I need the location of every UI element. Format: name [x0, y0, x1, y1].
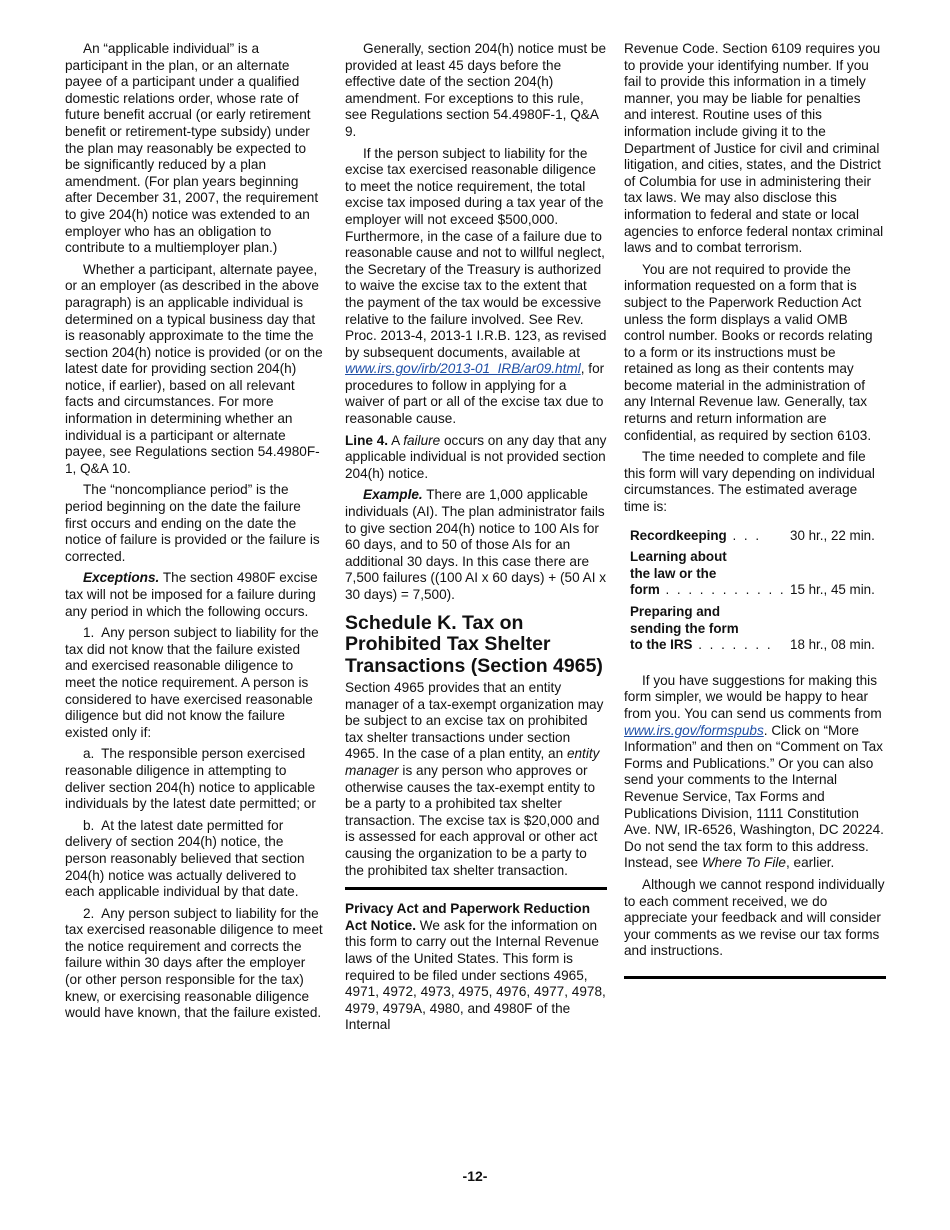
column-2: [345, 41, 607, 1039]
omb-paragraph: You are not required to provide the information requested on a form that is subject to the Paperwork Reduction Act unless the form displays a valid OMB control number. Books or records relating to a form or its instructions must be retained as long as their contents may become material in the administration of any Internal Revenue law. Generally, tax returns and return information are confidential, as required by section 6103.: [624, 261, 873, 443]
notice-timing-paragraph: Generally, section 204(h) notice must be provided at least 45 days before the effective date of the section 204(h) amendment. For exceptions to this rule, see Regulations section 54.4980F-1, Q&A 9.: [345, 41, 607, 139]
estimate-label-line: the law or the: [630, 565, 717, 581]
suggestions-pre: If you have suggestions for making this form simpler, we would be happy to hear from you. You can send us comments from: [624, 672, 882, 721]
estimate-label-line: Learning about: [630, 549, 727, 565]
formspubs-link[interactable]: www.irs.gov/formspubs: [624, 722, 764, 738]
example-label: Example.: [363, 487, 423, 503]
line-4-label: Line 4.: [345, 432, 389, 448]
where-to-file-ref: Where To File: [701, 855, 786, 871]
privacy-act-paragraph: [345, 901, 607, 1034]
estimate-value: 30 hr., 22 min.: [790, 527, 875, 543]
diligence-text-after: , for procedures to follow in applying for a waiver of part or all of the excise tax due to reasonable cause.: [345, 361, 605, 427]
exception-item-b: b. At the latest date permitted for delivery of section 204(h) notice, the person reasonably believed that section 204(h) notice was actually delivered to each applicable individual by that date.: [65, 817, 305, 900]
estimate-label-line: Preparing and: [630, 604, 721, 619]
estimate-label: Recordkeeping: [630, 527, 727, 543]
failure-term: failure: [403, 432, 441, 448]
diligence-text-before: If the person subject to liability for the excise tax exercised reasonable diligence to meet the notice requirement, the total excise tax imposed during a tax year of the employer will not exceed $500,000. Furthermore, in the case of a failure due to reasonable cause and not to willful neglect, the Secretary of the Treasury is authorized to waive the excise tax to the extent that the payment of the tax would be excessive relative to the failure involved. See Rev. Proc. 2013-4, 2013-1 I.R.B. 123, as revised by subsequent documents, available at: [345, 145, 607, 360]
privacy-act-text: We ask for the information on this form to carry out the Internal Revenue laws of the United States. This form is required to be filed under sections 4965, 4971, 4972, 4973, 4975, 4976, 4977, 4978, 4979, 4979A, 4980, and 4980F of the Internal: [345, 917, 606, 1033]
end-rule: [624, 976, 886, 979]
entity-manager-term: entity manager: [345, 746, 600, 779]
leader-dots: . . . . . . .: [692, 637, 773, 653]
example-text: There are 1,000 applicable individuals (AI). The plan administrator fails to give section 204(h) notice to 100 AIs for 60 days, and to 50 of those AIs for an additional 30 days. In this case there are 7,500 failures ((100 AI x 60 days) + (50 AI x 30 days) = 7,500).: [345, 487, 607, 602]
page-number: -12-: [462, 1168, 488, 1184]
estimate-row-learning: [624, 549, 886, 604]
estimate-row-preparing: [624, 604, 886, 659]
line-4-paragraph: [345, 433, 607, 483]
time-estimate-table: [624, 528, 886, 659]
estimate-row-recordkeeping: [624, 528, 886, 550]
exception-item-1: 1. Any person subject to liability for the tax did not know that the failure existed and exercised reasonable diligence to meet the notice requirement. A person is considered to have exercised reasonable diligence but did not know the failure existed only if:: [65, 625, 319, 740]
schedule-k-post: is any person who approves or otherwise causes the tax-exempt entity to be a party to a prohibited tax shelter transaction. The excise tax is $20,000 and is assessed for each approval or other act causing the organization to be a party to the prohibited tax shelter transaction.: [345, 763, 600, 878]
time-estimate-intro: The time needed to complete and file this form will vary depending on individual circumstances. The estimated average time is:: [624, 449, 875, 515]
exceptions-label: Exceptions.: [83, 570, 160, 586]
determination-paragraph: Whether a participant, alternate payee, or an employer (as described in the above paragraph) is an applicable individual is determined on a typical business day that is reasonably approximate to the time the section 204(h) notice is provided (or on the latest date for providing section 204(h) notice, if earlier), based on all relevant facts and circumstances. For more information in determining whether an individual is a participant or alternate payee, see Regulations section 54.4980F-1, Q&A 10.: [65, 261, 323, 476]
schedule-k-heading: Schedule K. Tax on Prohibited Tax Shelter Transactions (Section 4965): [345, 611, 603, 677]
suggestions-post: , earlier.: [785, 855, 835, 871]
estimate-value: 15 hr., 45 min.: [790, 582, 875, 598]
line-4-text: occurs on any day that any applicable individual is not provided section 204(h) notice.: [345, 432, 607, 481]
estimate-label-line: sending the form: [630, 620, 739, 636]
section-divider: [345, 887, 607, 890]
exceptions-text: The section 4980F excise tax will not be imposed for a failure during any period in which the following occurs.: [65, 570, 318, 619]
estimate-label: form: [630, 582, 660, 598]
applicable-individual-paragraph: An “applicable individual” is a participant in the plan, or an alternate payee of a participant under a qualified domestic relations order, whose rate of future benefit accrual (or early retirement benefit or retirement-type subsidy) under the plan may reasonably be expected to be significantly reduced by a plan amendment. (For plan years beginning after December 31, 2007, the requirement to give 204(h) notice was extended to an employer who has an obligation to contribute to a multiemployer plan.): [65, 41, 319, 256]
schedule-k-pre: Section 4965 provides that an entity manager of a tax-exempt organization may be subject to an excise tax on prohibited tax shelter transactions under section 4965. In the case of a plan entity, an: [345, 680, 604, 762]
estimate-value: 18 hr., 08 min.: [790, 637, 875, 653]
exception-item-2: 2. Any person subject to liability for the tax exercised reasonable diligence to meet the notice requirement and corrects the failure within 30 days after the employer (or other person responsible for the tax) knew, or exercising reasonable diligence would have known, that the failure existed.: [65, 905, 323, 1021]
exceptions-paragraph: [65, 570, 324, 620]
noncompliance-period-paragraph: The “noncompliance period” is the period beginning on the date the failure first occurs and ending on the date the notice of failure is provided or the failure is corrected.: [65, 482, 320, 564]
schedule-k-paragraph: [345, 680, 607, 879]
example-paragraph: [345, 487, 607, 603]
column-1: [65, 41, 324, 1027]
leader-dots: . . . . . . . . . . .: [659, 582, 786, 598]
suggestions-paragraph: [624, 673, 886, 872]
line-4-pre: A: [388, 432, 404, 448]
reasonable-diligence-paragraph: [345, 146, 607, 428]
irb-link[interactable]: www.irs.gov/irb/2013-01_IRB/ar09.html: [345, 361, 581, 377]
leader-dots: . . .: [726, 527, 762, 543]
exception-item-a: a. The responsible person exercised reasonable diligence in attempting to deliver section 204(h) notice to applicable individuals by the latest date permitted; or: [65, 746, 316, 812]
privacy-continued-paragraph: Revenue Code. Section 6109 requires you to provide your identifying number. If you fail to provide this information in a timely manner, you may be liable for penalties and interest. Routine uses of this information include giving it to the Department of Justice for civil and criminal litigation, and cities, states, and the District of Columbia for use in administering their tax laws. We may also disclose this information to federal and state or local agencies to enforce federal nontax criminal laws and to combat terrorism.: [624, 41, 884, 256]
estimate-label: to the IRS: [630, 637, 693, 653]
feedback-paragraph: Although we cannot respond individually to each comment received, we do appreciate your feedback and will consider your comments as we revise our tax forms and instructions.: [624, 876, 885, 959]
suggestions-mid: . Click on “More Information” and then on “Comment on Tax Forms and Publications.” Or you can also send your comments to the Internal Revenue Service, Tax Forms and Publications Division, 1111 Constitution Ave. NW, IR-6526, Washington, DC 20224. Do not send the tax form to this address. Instead, see: [624, 722, 884, 871]
privacy-act-label: Privacy Act and Paperwork Reduction Act Notice.: [345, 901, 591, 933]
column-3: [624, 41, 886, 979]
